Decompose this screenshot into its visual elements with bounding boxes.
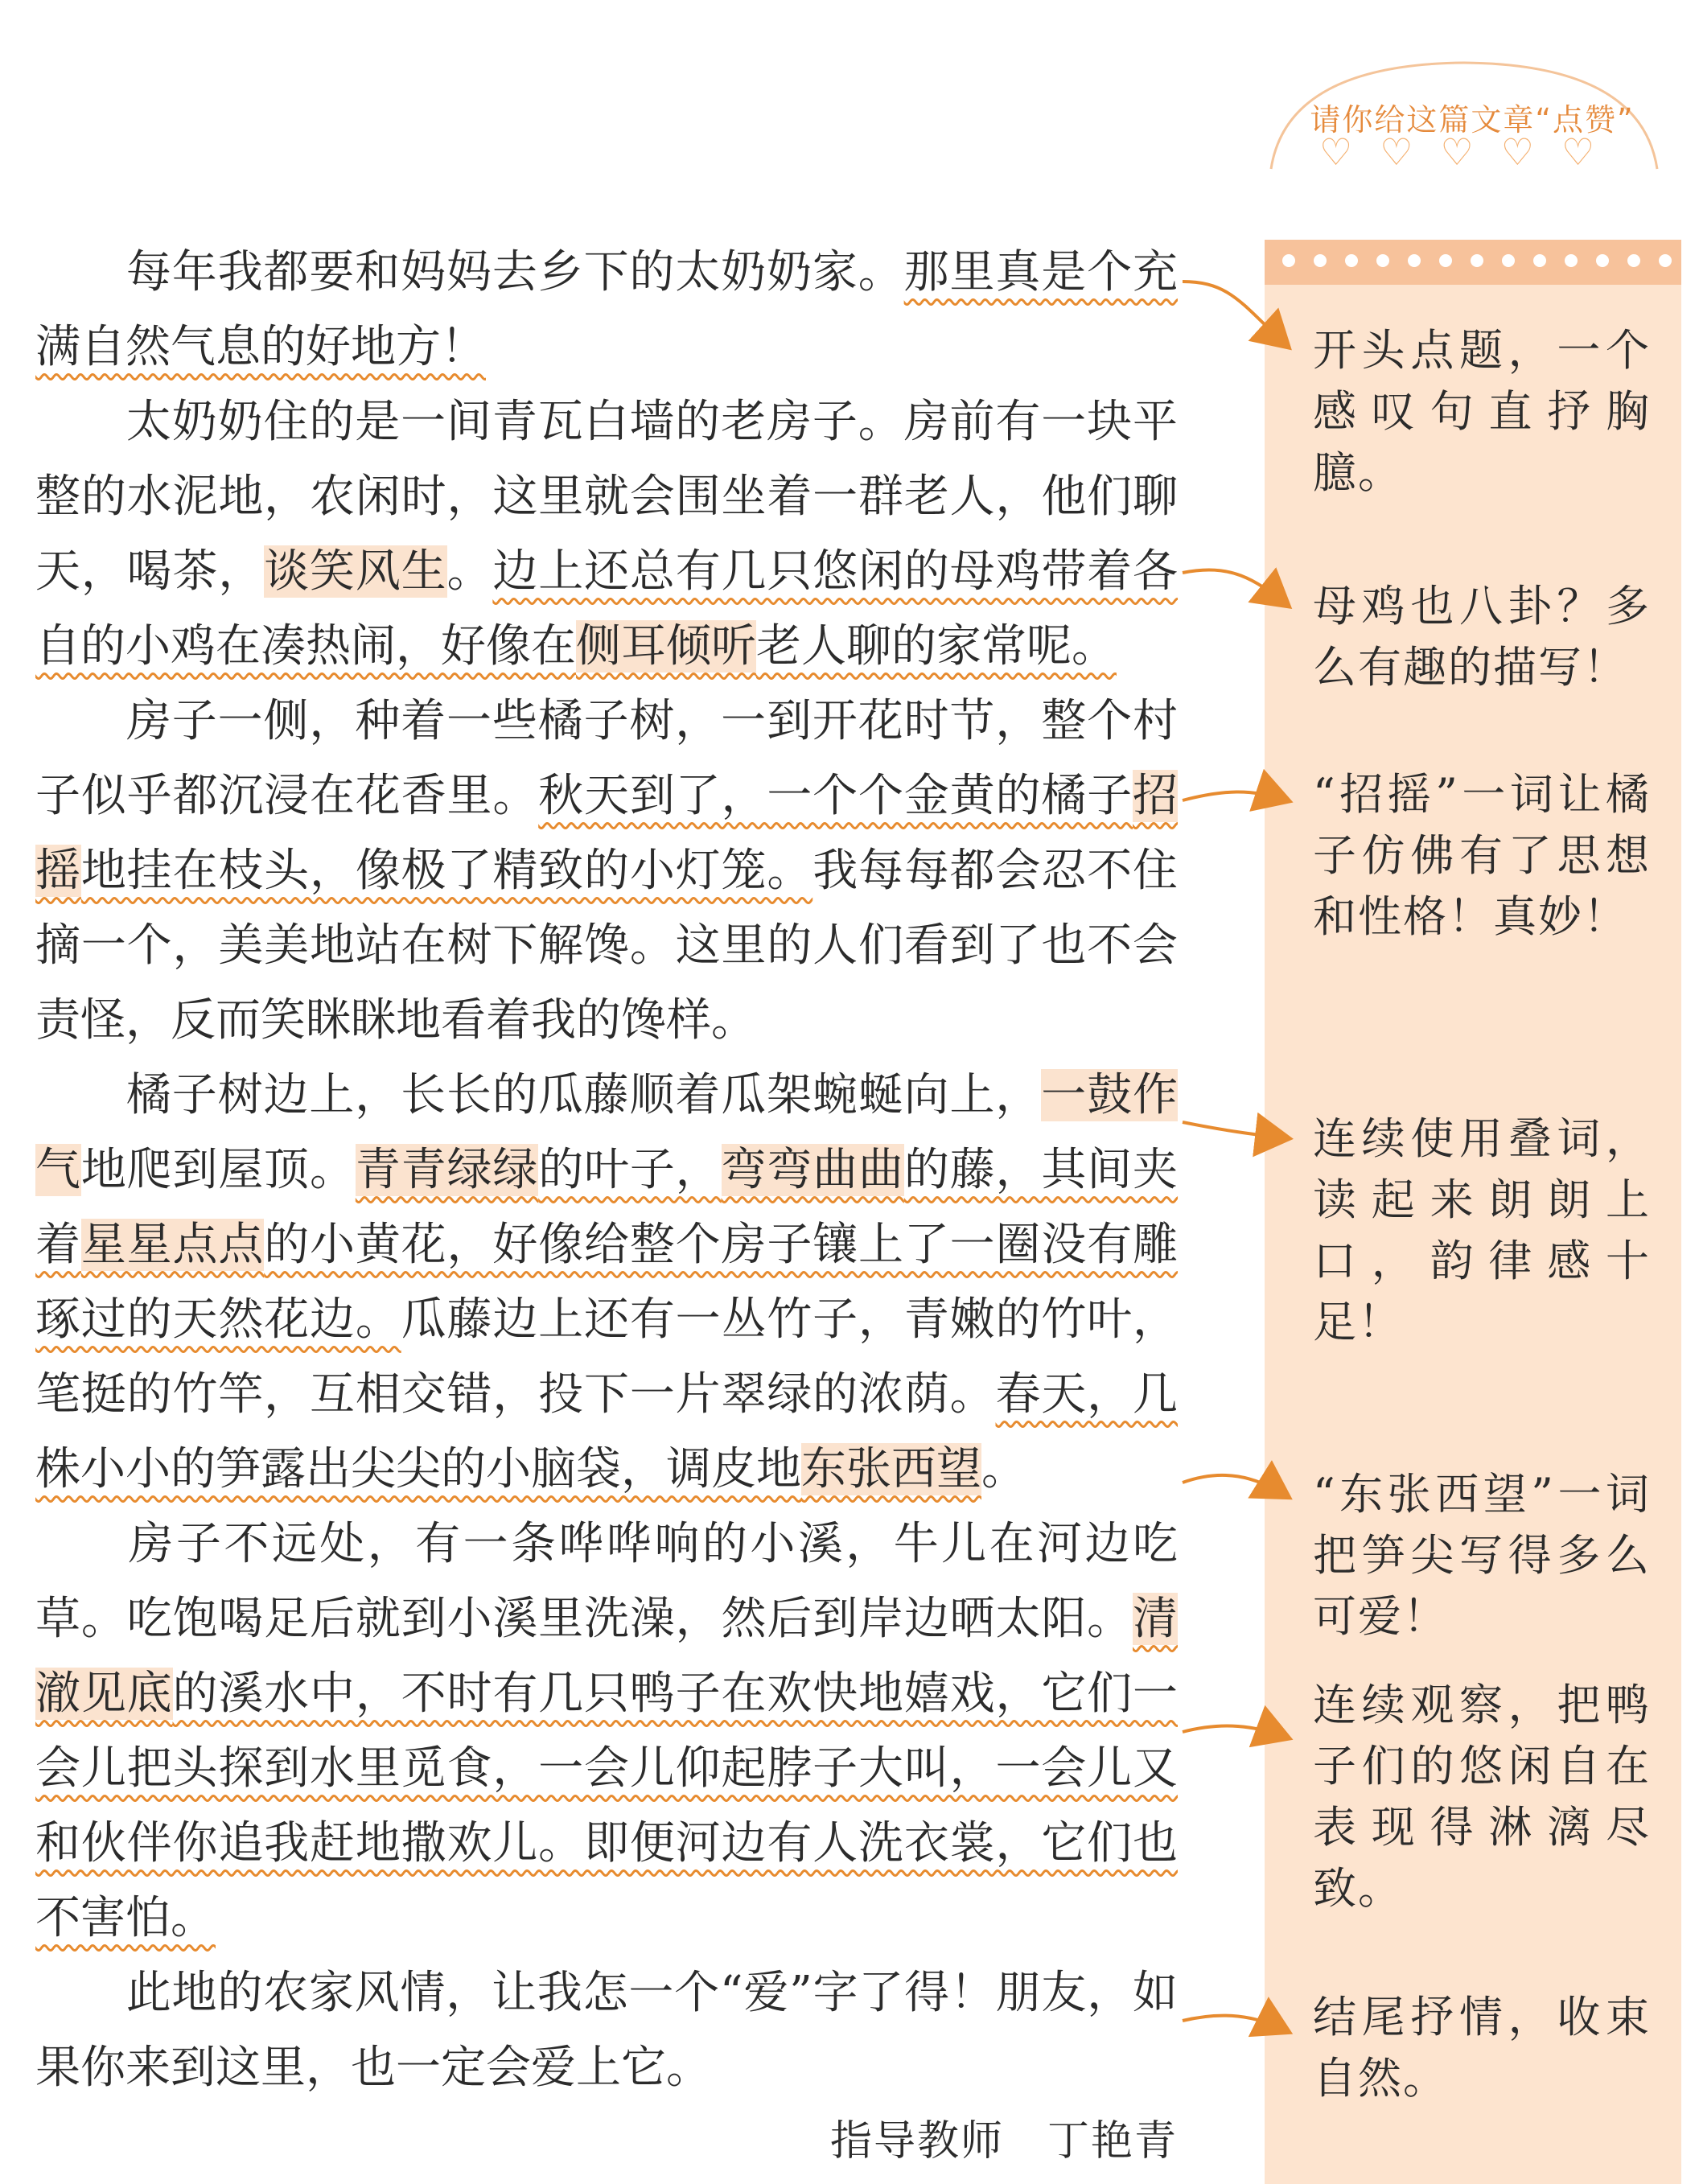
comment-6: 连续观察，把鸭子们的悠闲自在表现得淋漓尽致。 (1313, 1680, 1651, 1914)
p3-text: 房子一侧，种着一些橘子树，一到开花时节，整个村子似乎都沉浸在花香里。 (35, 695, 1178, 822)
arrow-4 (1183, 1122, 1287, 1138)
p4-highlight-2: 青青绿绿 (355, 1144, 539, 1196)
comment-4: 连续使用叠词，读起来朗朗上口，韵律感十足！ (1313, 1113, 1651, 1347)
teacher-signature: 指导教师 丁艳青 (829, 2117, 1178, 2165)
badge-label: 请你给这篇文章“点赞” (1310, 102, 1635, 138)
arrow-7 (1183, 2016, 1287, 2031)
p4-text-3: 瓜藤边上还有一丛竹子，青嫩的竹叶，笔挺的竹竿，互相交错，投下一片翠绿的浓荫。 (35, 1294, 1179, 1421)
p3-underlined-end: 地挂在枝头，像极了精致的小灯笼。 (80, 845, 813, 897)
p2-highlight-1: 谈笑风生 (264, 545, 447, 598)
arrow-3 (1183, 792, 1287, 800)
p4-text: 橘子树边上，长长的瓜藤顺着瓜架蜿蜒向上， (125, 1069, 1042, 1121)
p2-punct: 。 (446, 545, 493, 598)
p3-text-end: 我每每都会忍不住摘一个，美美地站在树下解馋。这里的人们看到了也不会责怪，反而笑眯眯地看着我的馋样。 (35, 845, 1179, 1047)
comment-3: “招摇”一词让橘子仿佛有了思想和性格！真妙！ (1313, 769, 1651, 942)
arrow-2 (1183, 570, 1287, 605)
p4-highlight-5: 东张西望 (801, 1443, 981, 1495)
p2-text: 太奶奶住的是一间青瓦白墙的老房子。房前有一块平整的水泥地，农闲时，这里就会围坐着一群老人，他们聊天，喝茶， (35, 396, 1178, 598)
p4-text-2: 地爬到屋顶。 (80, 1144, 356, 1196)
arrow-1 (1183, 282, 1287, 346)
p4-underlined-1: 的叶子， (538, 1144, 722, 1196)
p4-underlined-2: 的藤，其间夹着 (35, 1144, 1179, 1271)
p2-underlined-end: 老人聊的家常呢。 (756, 620, 1117, 672)
heart-icon[interactable]: ♡ (1440, 130, 1474, 174)
p2-highlight-2: 侧耳倾听 (576, 620, 756, 672)
heart-icon[interactable]: ♡ (1500, 130, 1534, 174)
p4-highlight-1: 一鼓作气 (35, 1069, 1179, 1196)
heart-icon[interactable]: ♡ (1561, 130, 1595, 174)
p3-underlined: 秋天到了，一个个金黄的橘子 (538, 770, 1133, 822)
heart-icon[interactable]: ♡ (1380, 130, 1413, 174)
p4-punct: 。 (981, 1443, 1026, 1495)
p4-highlight-3: 弯弯曲曲 (721, 1144, 904, 1196)
comment-1: 开头点题，一个感叹句直抒胸臆。 (1313, 325, 1651, 498)
p3-highlight: 招摇 (35, 770, 1179, 897)
p5-text: 房子不远处，有一条哗哗响的小溪，牛儿在河边吃草。吃饱喝足后就到小溪里洗澡，然后到岸边晒太阳。 (35, 1518, 1178, 1645)
p5-highlight: 清澈见底 (35, 1593, 1178, 1720)
p4-highlight-4: 星星点点 (80, 1219, 265, 1271)
p1-text: 每年我都要和妈妈去乡下的太奶奶家。 (125, 246, 904, 298)
comment-2: 母鸡也八卦？多么有趣的描写！ (1313, 581, 1651, 693)
p5-underlined: 的溪水中，不时有几只鸭子在欢快地嬉戏，它们一会儿把头探到水里觅食，一会儿仰起脖子大叫，一会儿又和伙伴你追我赶地撒欢儿。即便河边有人洗衣裳，它们也不害怕。 (35, 1668, 1178, 1944)
comment-7: 结尾抒情，收束自然。 (1313, 1992, 1651, 2104)
p6-text: 此地的农家风情，让我怎一个“爱”字了得！朋友，如果你来到这里，也一定会爱上它。 (35, 1967, 1178, 2094)
arrow-6 (1183, 1726, 1287, 1738)
comment-5: “东张西望”一词把笋尖写得多么可爱！ (1313, 1469, 1651, 1642)
p2-underlined: 边上还总有几只悠闲的母鸡带着各自的小鸡在凑热闹，好像在 (35, 545, 1179, 672)
arrow-5 (1183, 1475, 1287, 1496)
p4-underlined-3: 的小黄花，好像给整个房子镶上了一圈没有雕琢过的天然花边。 (35, 1219, 1179, 1346)
p4-underlined-4: 春天，几株小小的笋露出尖尖的小脑袋，调皮地 (35, 1368, 1179, 1495)
heart-icon[interactable]: ♡ (1319, 130, 1353, 174)
p1-underlined: 那里真是个充满自然气息的好地方！ (35, 246, 1179, 373)
